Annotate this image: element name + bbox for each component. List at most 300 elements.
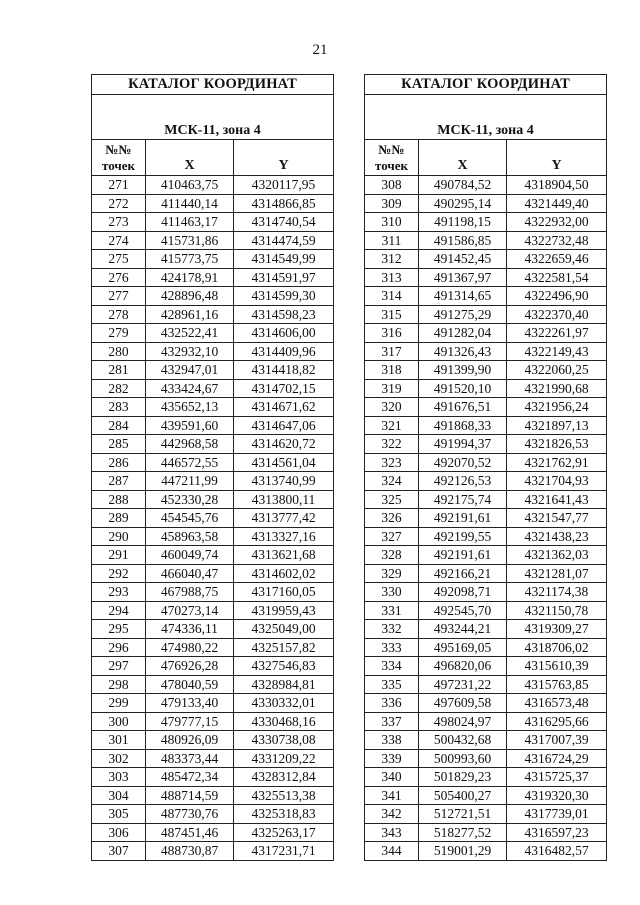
table-row (92, 601, 334, 620)
y-coordinate-cell: 4322581,54 (507, 268, 607, 287)
point-number-cell: 329 (365, 564, 419, 583)
y-coordinate-cell: 4319320,30 (507, 786, 607, 805)
table-row (92, 305, 334, 324)
point-number-cell: 323 (365, 453, 419, 472)
x-coordinate-cell: 439591,60 (146, 416, 234, 435)
x-coordinate-cell: 488714,59 (146, 786, 234, 805)
x-coordinate-cell: 446572,55 (146, 453, 234, 472)
point-number-cell: 293 (92, 583, 146, 602)
table-row (92, 287, 334, 306)
y-coordinate-cell: 4316724,29 (507, 749, 607, 768)
y-coordinate-cell: 4321281,07 (507, 564, 607, 583)
y-coordinate-cell: 4314702,15 (234, 379, 334, 398)
y-coordinate-cell: 4321956,24 (507, 398, 607, 417)
y-coordinate-cell: 4314591,97 (234, 268, 334, 287)
point-number-cell: 273 (92, 213, 146, 232)
y-coordinate-cell: 4313777,42 (234, 509, 334, 528)
y-coordinate-cell: 4322060,25 (507, 361, 607, 380)
table-row (365, 453, 607, 472)
table-row (92, 213, 334, 232)
y-coordinate-cell: 4321641,43 (507, 490, 607, 509)
y-coordinate-cell: 4325049,00 (234, 620, 334, 639)
table-row (92, 490, 334, 509)
point-number-cell: 292 (92, 564, 146, 583)
y-coordinate-cell: 4317739,01 (507, 805, 607, 824)
point-number-header-line1: №№ (378, 141, 405, 157)
y-coordinate-cell: 4325513,38 (234, 786, 334, 805)
point-number-cell: 319 (365, 379, 419, 398)
x-coordinate-cell: 491994,37 (419, 435, 507, 454)
y-coordinate-cell: 4321174,38 (507, 583, 607, 602)
table-row (365, 379, 607, 398)
point-number-cell: 315 (365, 305, 419, 324)
x-coordinate-cell: 491676,51 (419, 398, 507, 417)
y-coordinate-cell: 4321438,23 (507, 527, 607, 546)
table-row (365, 768, 607, 787)
point-number-cell: 277 (92, 287, 146, 306)
coordinate-system-subtitle: МСК-11, зона 4 (365, 95, 607, 140)
table-row (92, 657, 334, 676)
x-coordinate-cell: 479133,40 (146, 694, 234, 713)
table-row (365, 842, 607, 861)
x-coordinate-cell: 480926,09 (146, 731, 234, 750)
x-coordinate-cell: 433424,67 (146, 379, 234, 398)
point-number-cell: 294 (92, 601, 146, 620)
point-number-cell: 341 (365, 786, 419, 805)
x-coordinate-cell: 512721,51 (419, 805, 507, 824)
x-coordinate-cell: 452330,28 (146, 490, 234, 509)
coordinate-catalog-table-left (91, 74, 334, 861)
table-row (92, 435, 334, 454)
x-coordinate-cell: 474336,11 (146, 620, 234, 639)
x-coordinate-cell: 447211,99 (146, 472, 234, 491)
y-coordinate-cell: 4322732,48 (507, 231, 607, 250)
y-coordinate-cell: 4315763,85 (507, 675, 607, 694)
point-number-cell: 308 (365, 176, 419, 195)
table-row (365, 472, 607, 491)
y-coordinate-cell: 4325157,82 (234, 638, 334, 657)
point-number-cell: 306 (92, 823, 146, 842)
table-row (92, 176, 334, 195)
point-number-cell: 281 (92, 361, 146, 380)
point-number-cell: 295 (92, 620, 146, 639)
x-coordinate-cell: 492175,74 (419, 490, 507, 509)
y-coordinate-cell: 4321990,68 (507, 379, 607, 398)
x-coordinate-cell: 460049,74 (146, 546, 234, 565)
x-coordinate-cell: 487730,76 (146, 805, 234, 824)
x-coordinate-cell: 435652,13 (146, 398, 234, 417)
point-number-cell: 279 (92, 324, 146, 343)
point-number-cell: 326 (365, 509, 419, 528)
x-coordinate-cell: 474980,22 (146, 638, 234, 657)
table-row (92, 712, 334, 731)
point-number-header (92, 140, 146, 176)
y-coordinate-cell: 4322370,40 (507, 305, 607, 324)
point-number-header-line2: точек (375, 157, 408, 173)
table-row (365, 620, 607, 639)
table-row (92, 546, 334, 565)
point-number-cell: 331 (365, 601, 419, 620)
point-number-cell: 340 (365, 768, 419, 787)
x-coordinate-cell: 458963,58 (146, 527, 234, 546)
table-row (365, 342, 607, 361)
point-number-cell: 328 (365, 546, 419, 565)
table-row (365, 490, 607, 509)
table-row (365, 176, 607, 195)
point-number-cell: 312 (365, 250, 419, 269)
table-row (365, 583, 607, 602)
y-coordinate-cell: 4314740,54 (234, 213, 334, 232)
y-coordinate-cell: 4314671,62 (234, 398, 334, 417)
point-number-cell: 297 (92, 657, 146, 676)
y-coordinate-cell: 4318904,50 (507, 176, 607, 195)
y-coordinate-cell: 4322659,46 (507, 250, 607, 269)
catalog-title: КАТАЛОГ КООРДИНАТ (365, 75, 607, 95)
table-row (365, 324, 607, 343)
y-coordinate-cell: 4313621,68 (234, 546, 334, 565)
x-coordinate-cell: 415773,75 (146, 250, 234, 269)
y-coordinate-cell: 4321150,78 (507, 601, 607, 620)
point-number-cell: 309 (365, 194, 419, 213)
x-coordinate-cell: 505400,27 (419, 786, 507, 805)
point-number-cell: 284 (92, 416, 146, 435)
point-number-cell: 302 (92, 749, 146, 768)
table-row (92, 509, 334, 528)
y-coordinate-cell: 4314620,72 (234, 435, 334, 454)
x-coordinate-cell: 492191,61 (419, 546, 507, 565)
point-number-cell: 330 (365, 583, 419, 602)
x-coordinate-cell: 478040,59 (146, 675, 234, 694)
point-number-cell: 299 (92, 694, 146, 713)
table-row (365, 601, 607, 620)
table-row (365, 361, 607, 380)
point-number-cell: 333 (365, 638, 419, 657)
table-row (365, 786, 607, 805)
point-number-cell: 316 (365, 324, 419, 343)
point-number-cell: 332 (365, 620, 419, 639)
point-number-cell: 296 (92, 638, 146, 657)
table-row (92, 842, 334, 861)
x-coordinate-cell: 491275,29 (419, 305, 507, 324)
table-row (92, 250, 334, 269)
table-row (365, 675, 607, 694)
table-body (365, 176, 607, 861)
y-coordinate-cell: 4321449,40 (507, 194, 607, 213)
x-coordinate-cell: 491399,90 (419, 361, 507, 380)
page-number: 21 (312, 42, 328, 58)
y-coordinate-cell: 4318706,02 (507, 638, 607, 657)
table-row (365, 435, 607, 454)
y-coordinate-cell: 4316573,48 (507, 694, 607, 713)
point-number-cell: 311 (365, 231, 419, 250)
x-coordinate-cell: 424178,91 (146, 268, 234, 287)
y-coordinate-cell: 4314418,82 (234, 361, 334, 380)
point-number-cell: 307 (92, 842, 146, 861)
x-coordinate-cell: 485472,34 (146, 768, 234, 787)
x-coordinate-cell: 415731,86 (146, 231, 234, 250)
table-row (365, 694, 607, 713)
x-coordinate-cell: 497231,22 (419, 675, 507, 694)
point-number-cell: 327 (365, 527, 419, 546)
y-coordinate-cell: 4314606,00 (234, 324, 334, 343)
x-coordinate-cell: 432947,01 (146, 361, 234, 380)
x-coordinate-cell: 488730,87 (146, 842, 234, 861)
table-row (365, 231, 607, 250)
y-coordinate-cell: 4313740,99 (234, 472, 334, 491)
y-coordinate-cell: 4321897,13 (507, 416, 607, 435)
x-coordinate-cell: 492199,55 (419, 527, 507, 546)
table-row (365, 527, 607, 546)
table-row (92, 638, 334, 657)
table-row (92, 361, 334, 380)
y-coordinate-cell: 4319959,43 (234, 601, 334, 620)
point-number-header (365, 140, 419, 176)
point-number-cell: 291 (92, 546, 146, 565)
table-row (92, 620, 334, 639)
y-coordinate-cell: 4321826,53 (507, 435, 607, 454)
point-number-cell: 339 (365, 749, 419, 768)
point-number-cell: 300 (92, 712, 146, 731)
table-row (92, 472, 334, 491)
x-coordinate-cell: 491586,85 (419, 231, 507, 250)
y-coordinate-cell: 4314409,96 (234, 342, 334, 361)
coordinate-catalog-table-right (364, 74, 607, 861)
x-coordinate-cell: 466040,47 (146, 564, 234, 583)
table-row (92, 768, 334, 787)
y-coordinate-cell: 4322932,00 (507, 213, 607, 232)
point-number-cell: 317 (365, 342, 419, 361)
x-coordinate-cell: 493244,21 (419, 620, 507, 639)
x-coordinate-cell: 496820,06 (419, 657, 507, 676)
table-body (92, 176, 334, 861)
x-coordinate-cell: 411463,17 (146, 213, 234, 232)
x-coordinate-cell: 487451,46 (146, 823, 234, 842)
x-coordinate-cell: 495169,05 (419, 638, 507, 657)
x-coordinate-cell: 467988,75 (146, 583, 234, 602)
y-coordinate-cell: 4317231,71 (234, 842, 334, 861)
table-row (92, 268, 334, 287)
table-row (92, 379, 334, 398)
point-number-cell: 310 (365, 213, 419, 232)
table-row (365, 712, 607, 731)
point-number-cell: 324 (365, 472, 419, 491)
y-coordinate-cell: 4328984,81 (234, 675, 334, 694)
y-coordinate-cell: 4321762,91 (507, 453, 607, 472)
point-number-cell: 343 (365, 823, 419, 842)
point-number-cell: 290 (92, 527, 146, 546)
table-row (365, 805, 607, 824)
table-row (365, 546, 607, 565)
y-coordinate-cell: 4327546,83 (234, 657, 334, 676)
y-coordinate-cell: 4321547,77 (507, 509, 607, 528)
point-number-cell: 344 (365, 842, 419, 861)
y-coordinate-cell: 4325318,83 (234, 805, 334, 824)
table-row (365, 213, 607, 232)
x-coordinate-cell: 490784,52 (419, 176, 507, 195)
x-coordinate-cell: 491367,97 (419, 268, 507, 287)
point-number-cell: 280 (92, 342, 146, 361)
point-number-cell: 337 (365, 712, 419, 731)
y-coordinate-cell: 4314561,04 (234, 453, 334, 472)
table-row (365, 250, 607, 269)
y-coordinate-cell: 4314474,59 (234, 231, 334, 250)
x-coordinate-cell: 454545,76 (146, 509, 234, 528)
y-column-header: Y (234, 140, 334, 176)
point-number-cell: 271 (92, 176, 146, 195)
x-coordinate-cell: 518277,52 (419, 823, 507, 842)
table-row (92, 731, 334, 750)
table-row (92, 564, 334, 583)
table-row (365, 564, 607, 583)
y-coordinate-cell: 4325263,17 (234, 823, 334, 842)
point-number-cell: 336 (365, 694, 419, 713)
point-number-cell: 321 (365, 416, 419, 435)
point-number-cell: 275 (92, 250, 146, 269)
y-coordinate-cell: 4320117,95 (234, 176, 334, 195)
table-row (365, 398, 607, 417)
x-column-header: X (146, 140, 234, 176)
y-coordinate-cell: 4316482,57 (507, 842, 607, 861)
point-number-cell: 298 (92, 675, 146, 694)
y-coordinate-cell: 4313800,11 (234, 490, 334, 509)
x-coordinate-cell: 428961,16 (146, 305, 234, 324)
x-coordinate-cell: 491868,33 (419, 416, 507, 435)
point-number-header-line1: №№ (105, 141, 132, 157)
x-coordinate-cell: 432932,10 (146, 342, 234, 361)
x-coordinate-cell: 492098,71 (419, 583, 507, 602)
point-number-cell: 289 (92, 509, 146, 528)
x-coordinate-cell: 428896,48 (146, 287, 234, 306)
table-row (92, 416, 334, 435)
x-coordinate-cell: 491520,10 (419, 379, 507, 398)
point-number-header-line2: точек (102, 157, 135, 173)
point-number-cell: 322 (365, 435, 419, 454)
table-row (92, 823, 334, 842)
x-coordinate-cell: 492070,52 (419, 453, 507, 472)
table-row (92, 675, 334, 694)
x-coordinate-cell: 470273,14 (146, 601, 234, 620)
point-number-cell: 342 (365, 805, 419, 824)
table-row (92, 398, 334, 417)
x-coordinate-cell: 491314,65 (419, 287, 507, 306)
table-row (365, 657, 607, 676)
table-row (92, 342, 334, 361)
table-row (365, 509, 607, 528)
table-row (92, 453, 334, 472)
x-coordinate-cell: 483373,44 (146, 749, 234, 768)
table-row (92, 194, 334, 213)
y-coordinate-cell: 4321362,03 (507, 546, 607, 565)
point-number-cell: 320 (365, 398, 419, 417)
point-number-cell: 283 (92, 398, 146, 417)
x-coordinate-cell: 476926,28 (146, 657, 234, 676)
point-number-cell: 285 (92, 435, 146, 454)
table-row (365, 749, 607, 768)
table-row (365, 268, 607, 287)
table-row (92, 324, 334, 343)
coordinate-system-subtitle: МСК-11, зона 4 (92, 95, 334, 140)
point-number-cell: 305 (92, 805, 146, 824)
point-number-cell: 286 (92, 453, 146, 472)
table-row (365, 731, 607, 750)
table-row (92, 231, 334, 250)
table-row (92, 786, 334, 805)
x-coordinate-cell: 492166,21 (419, 564, 507, 583)
table-row (365, 823, 607, 842)
x-coordinate-cell: 490295,14 (419, 194, 507, 213)
point-number-cell: 318 (365, 361, 419, 380)
x-coordinate-cell: 498024,97 (419, 712, 507, 731)
y-coordinate-cell: 4317160,05 (234, 583, 334, 602)
table-row (92, 527, 334, 546)
y-coordinate-cell: 4315610,39 (507, 657, 607, 676)
table-row (92, 805, 334, 824)
y-coordinate-cell: 4321704,93 (507, 472, 607, 491)
x-coordinate-cell: 519001,29 (419, 842, 507, 861)
point-number-cell: 278 (92, 305, 146, 324)
point-number-cell: 274 (92, 231, 146, 250)
x-coordinate-cell: 442968,58 (146, 435, 234, 454)
y-coordinate-cell: 4317007,39 (507, 731, 607, 750)
point-number-cell: 301 (92, 731, 146, 750)
y-coordinate-cell: 4330738,08 (234, 731, 334, 750)
point-number-cell: 303 (92, 768, 146, 787)
x-coordinate-cell: 500432,68 (419, 731, 507, 750)
x-coordinate-cell: 497609,58 (419, 694, 507, 713)
x-coordinate-cell: 492191,61 (419, 509, 507, 528)
point-number-cell: 272 (92, 194, 146, 213)
point-number-cell: 287 (92, 472, 146, 491)
y-coordinate-cell: 4328312,84 (234, 768, 334, 787)
table-row (365, 416, 607, 435)
y-coordinate-cell: 4322149,43 (507, 342, 607, 361)
y-coordinate-cell: 4313327,16 (234, 527, 334, 546)
point-number-cell: 304 (92, 786, 146, 805)
y-coordinate-cell: 4316295,66 (507, 712, 607, 731)
table-row (365, 305, 607, 324)
y-coordinate-cell: 4322261,97 (507, 324, 607, 343)
point-number-cell: 276 (92, 268, 146, 287)
x-coordinate-cell: 410463,75 (146, 176, 234, 195)
y-coordinate-cell: 4314602,02 (234, 564, 334, 583)
y-coordinate-cell: 4314599,30 (234, 287, 334, 306)
x-coordinate-cell: 491326,43 (419, 342, 507, 361)
x-coordinate-cell: 479777,15 (146, 712, 234, 731)
y-coordinate-cell: 4319309,27 (507, 620, 607, 639)
table-row (92, 749, 334, 768)
y-coordinate-cell: 4316597,23 (507, 823, 607, 842)
y-coordinate-cell: 4330468,16 (234, 712, 334, 731)
table-row (92, 694, 334, 713)
catalog-title: КАТАЛОГ КООРДИНАТ (92, 75, 334, 95)
point-number-cell: 313 (365, 268, 419, 287)
table-row (365, 287, 607, 306)
table-row (92, 583, 334, 602)
y-coordinate-cell: 4314598,23 (234, 305, 334, 324)
y-coordinate-cell: 4314647,06 (234, 416, 334, 435)
table-row (365, 638, 607, 657)
x-coordinate-cell: 491452,45 (419, 250, 507, 269)
y-coordinate-cell: 4331209,22 (234, 749, 334, 768)
point-number-cell: 338 (365, 731, 419, 750)
point-number-cell: 335 (365, 675, 419, 694)
point-number-cell: 334 (365, 657, 419, 676)
x-coordinate-cell: 500993,60 (419, 749, 507, 768)
y-coordinate-cell: 4330332,01 (234, 694, 334, 713)
point-number-cell: 282 (92, 379, 146, 398)
table-row (365, 194, 607, 213)
y-coordinate-cell: 4314549,99 (234, 250, 334, 269)
